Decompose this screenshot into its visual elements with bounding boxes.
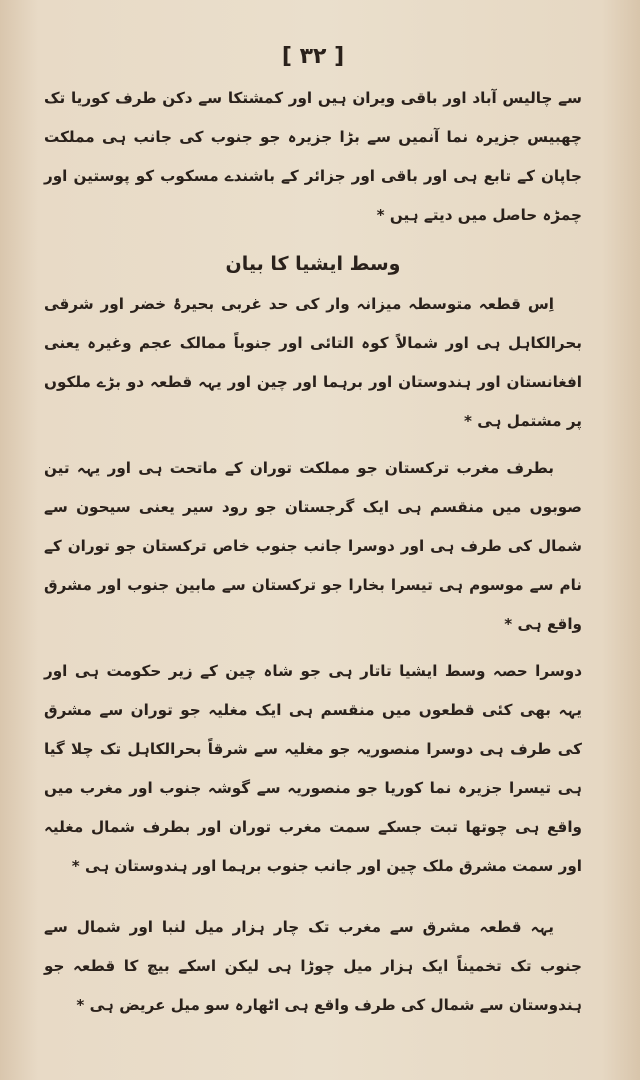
paragraph-4: یہہ قطعہ مشرق سے مغرب تک چار ہزار میل لنبا اور شمال سے جنوب تک تخمیناً ایک ہزار میل چوڑا ہی لیکن اسکے بیچ کا قطعہ جو ہندوستان سے شمال کی طرف واقع ہی اٹھارہ سو میل عریض ہی * [44, 918, 582, 1014]
paragraph-1: اِس قطعہ متوسطہ میزانہ وار کی حد غربی بحیرۂ خضر اور شرقی بحرالکاہل ہی اور شمالاً کوہ التائی اور جنوباً ممالک عجم وغیرہ یعنی افغانستان اور ہندوستان اور برہما اور چین اور یہہ قطعہ دو بڑے ملکوں پر مشتمل ہی * [44, 295, 582, 430]
paragraph-2: بطرف مغرب ترکستان جو مملکت توران کے ماتحت ہی اور یہہ تین صوبوں میں منقسم ہی ایک گرجستان جو رود سیر یعنی سیحون سے شمال کی طرف ہی اور دوسرا جانب جنوب خاص ترکستان جو توران کے نام سے موسوم ہی تیسرا بخارا جو ترکستان سے مابین جنوب اور مشرق واقع ہی * [44, 459, 582, 633]
page-number: [ ٣٢ ] [281, 44, 345, 69]
paragraph-gap [44, 894, 582, 908]
intro-paragraph: سے چالیس آباد اور باقی ویران ہیں اور کمشتکا سے دکن طرف کوریا تک چھبیس جزیرہ نما آنمیں سے بڑا جزیرہ جو جنوب کی جانب ہی مملکت جاپان کے تابع ہی اور باقی اور جزائر کے باشندے مسکوب کو پوستین اور چمڑہ حاصل میں دیتے ہیں * [44, 89, 582, 224]
section-heading: وسط ایشیا کا بیان [225, 253, 401, 275]
paragraph-3: دوسرا حصہ وسط ایشیا تاتار ہی جو شاہ چین کے زیر حکومت ہی اور یہہ بھی کئی قطعوں میں منقسم ہی ایک مغلیہ جو توران سے مشرق کی طرف ہی دوسرا منصوریہ جو مغلیہ سے شرقاً بحرالکاہل تک چلا گیا ہی تیسرا جزیرہ نما کوریا جو منصوریہ سے گوشہ جنوب اور مغرب میں واقع ہی چوتھا تبت جسکے سمت مغرب توران اور بطرف شمال مغلیہ اور سمت مشرق ملک چین اور جانب جنوب برہما اور ہندوستان ہی * [44, 662, 582, 875]
